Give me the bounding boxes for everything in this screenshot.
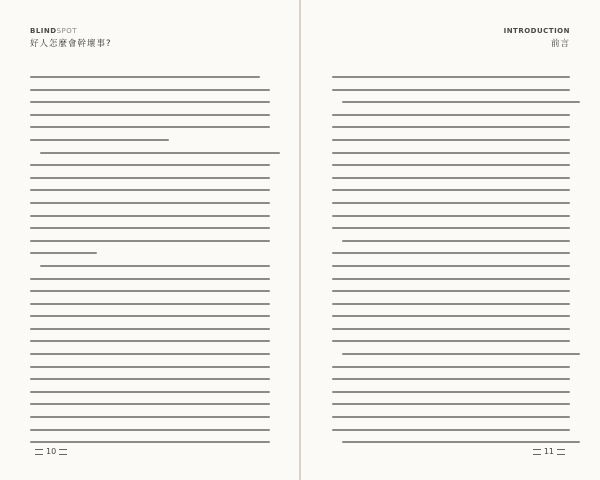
right-running-head-title: 前言	[550, 39, 570, 49]
running-head-spot: SPOT	[56, 27, 78, 35]
text-line	[332, 328, 570, 330]
text-line	[332, 76, 570, 78]
text-line	[30, 89, 270, 91]
text-line	[30, 353, 270, 355]
left-running-head-title: 好人怎麼會幹壞事?	[30, 39, 112, 49]
text-line	[342, 353, 580, 355]
text-line	[332, 391, 570, 393]
text-line	[30, 290, 270, 292]
left-body-text	[30, 76, 270, 454]
text-line	[30, 189, 270, 191]
folio-ornament-icon	[35, 449, 43, 455]
text-line	[30, 441, 270, 443]
left-page	[0, 0, 299, 480]
right-running-head-en: INTRODUCTION	[503, 27, 570, 35]
text-line	[332, 340, 570, 342]
text-line	[40, 265, 270, 267]
text-line	[30, 114, 270, 116]
text-line	[332, 252, 570, 254]
text-line	[30, 416, 270, 418]
right-body-text	[332, 76, 570, 454]
text-line	[332, 139, 570, 141]
text-line	[30, 328, 270, 330]
text-line	[30, 391, 270, 393]
text-line	[332, 152, 570, 154]
text-line	[30, 403, 270, 405]
text-line	[332, 429, 570, 431]
text-line	[30, 366, 270, 368]
text-line	[30, 378, 270, 380]
text-line	[30, 164, 270, 166]
text-line	[332, 290, 570, 292]
text-line	[30, 215, 270, 217]
folio-ornament-icon	[557, 449, 565, 455]
text-line	[342, 441, 580, 443]
text-line	[40, 152, 280, 154]
text-line	[332, 177, 570, 179]
text-line	[332, 89, 570, 91]
text-line	[30, 240, 270, 242]
text-line	[30, 227, 270, 229]
text-line	[332, 366, 570, 368]
text-line	[30, 126, 270, 128]
text-line	[332, 315, 570, 317]
text-line	[332, 278, 570, 280]
text-line	[30, 252, 97, 254]
text-line	[30, 278, 270, 280]
right-folio	[530, 447, 568, 456]
running-head-blind: BLIND	[30, 27, 57, 35]
text-line	[332, 227, 570, 229]
text-line	[332, 303, 570, 305]
text-line	[30, 315, 270, 317]
right-page-number: 11	[543, 447, 554, 456]
text-line	[332, 416, 570, 418]
text-line	[342, 240, 570, 242]
text-line	[30, 177, 270, 179]
text-line	[332, 265, 570, 267]
text-line	[332, 403, 570, 405]
right-page	[301, 0, 600, 480]
text-line	[332, 164, 570, 166]
text-line	[332, 114, 570, 116]
text-line	[332, 189, 570, 191]
text-line	[30, 202, 270, 204]
text-line	[332, 378, 570, 380]
text-line	[30, 429, 270, 431]
left-page-number: 10	[46, 447, 57, 456]
text-line	[30, 303, 270, 305]
left-folio	[32, 447, 70, 456]
text-line	[30, 76, 260, 78]
folio-ornament-icon	[59, 449, 67, 455]
left-running-head-en	[30, 27, 77, 35]
text-line	[30, 139, 169, 141]
text-line	[342, 101, 580, 103]
text-line	[332, 202, 570, 204]
text-line	[30, 340, 270, 342]
text-line	[30, 101, 270, 103]
folio-ornament-icon	[533, 449, 541, 455]
text-line	[332, 126, 570, 128]
text-line	[332, 215, 570, 217]
